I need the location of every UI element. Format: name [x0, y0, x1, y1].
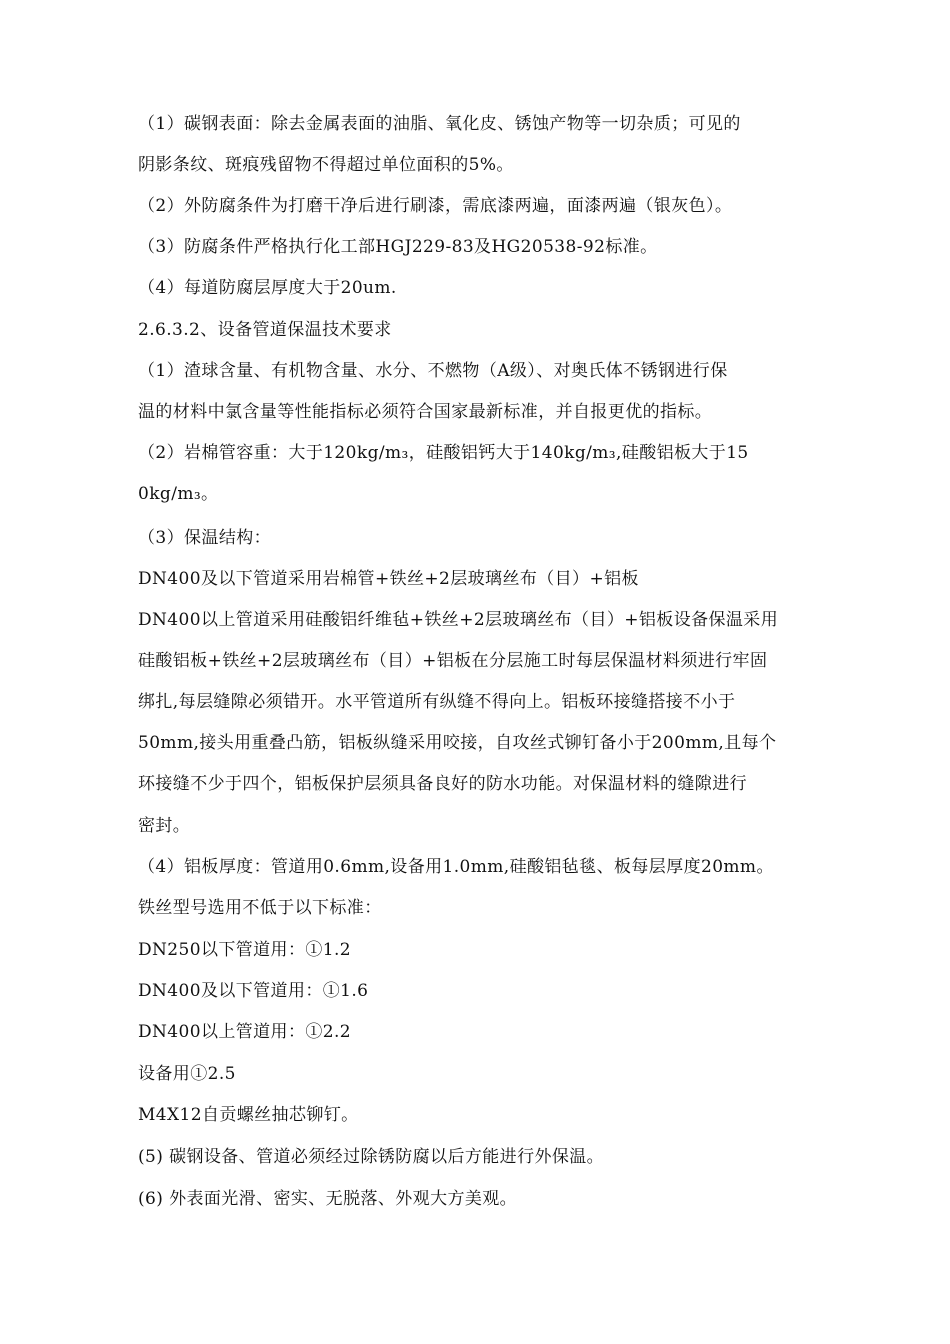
wire-spec-equipment: 设备用①2.5: [138, 1064, 236, 1084]
structure-line-1: DN400及以下管道采用岩棉管+铁丝+2层玻璃丝布（目）+铝板: [138, 569, 639, 589]
rivet-spec: M4X12自贡螺丝抽芯铆钉。: [138, 1105, 359, 1125]
wire-spec-dn400-above: DN400以上管道用：①2.2: [138, 1022, 351, 1042]
para-1-line-1: （1）碳钢表面：除去金属表面的油脂、氧化皮、锈蚀产物等一切杂质；可见的: [138, 114, 741, 134]
insulation-item-1-line-2: 温的材料中氯含量等性能指标必须符合国家最新标准，并自报更优的指标。: [138, 402, 713, 422]
wire-spec-title: 铁丝型号选用不低于以下标准：: [138, 898, 382, 918]
insulation-item-4: （4）铝板厚度：管道用0.6mm,设备用1.0mm,硅酸铝毡毯、板每层厚度20mm。: [138, 857, 774, 877]
insulation-item-3-title: （3）保温结构：: [138, 528, 272, 548]
structure-line-6: 环接缝不少于四个，铝板保护层须具备良好的防水功能。对保温材料的缝隙进行: [138, 774, 747, 794]
wire-spec-dn400-below: DN400及以下管道用：①1.6: [138, 981, 369, 1001]
para-3: （3）防腐条件严格执行化工部HGJ229-83及HG20538-92标准。: [138, 237, 658, 257]
insulation-item-5: (5) 碳钢设备、管道必须经过除锈防腐以后方能进行外保温。: [138, 1147, 605, 1167]
section-heading: 2.6.3.2、设备管道保温技术要求: [138, 320, 392, 340]
structure-line-5: 50mm,接头用重叠凸筋，铝板纵缝采用咬接，自攻丝式铆钉备小于200mm,且每个: [138, 733, 777, 753]
structure-line-2: DN400以上管道采用硅酸铝纤维毡+铁丝+2层玻璃丝布（目）+铝板设备保温采用: [138, 610, 779, 630]
insulation-item-1-line-1: （1）渣球含量、有机物含量、水分、不燃物（A级）、对奥氏体不锈钢进行保: [138, 361, 728, 381]
para-4: （4）每道防腐层厚度大于20um.: [138, 278, 397, 298]
wire-spec-dn250: DN250以下管道用：①1.2: [138, 940, 351, 960]
insulation-item-6: (6) 外表面光滑、密实、无脱落、外观大方美观。: [138, 1189, 518, 1209]
structure-line-4: 绑扎,每层缝隙必须错开。水平管道所有纵缝不得向上。铝板环接缝搭接不小于: [138, 692, 736, 712]
para-1-line-2: 阴影条纹、斑痕残留物不得超过单位面积的5%。: [138, 155, 514, 175]
structure-line-7: 密封。: [138, 816, 191, 836]
structure-line-3: 硅酸铝板+铁丝+2层玻璃丝布（目）+铝板在分层施工时每层保温材料须进行牢固: [138, 651, 768, 671]
para-2: （2）外防腐条件为打磨干净后进行刷漆，需底漆两遍，面漆两遍（银灰色）。: [138, 196, 733, 216]
insulation-item-2-line-2: 0kg/m₃。: [138, 484, 219, 504]
insulation-item-2-line-1: （2）岩棉管容重：大于120kg/m₃，硅酸铝钙大于140kg/m₃,硅酸铝板大于15: [138, 443, 749, 463]
